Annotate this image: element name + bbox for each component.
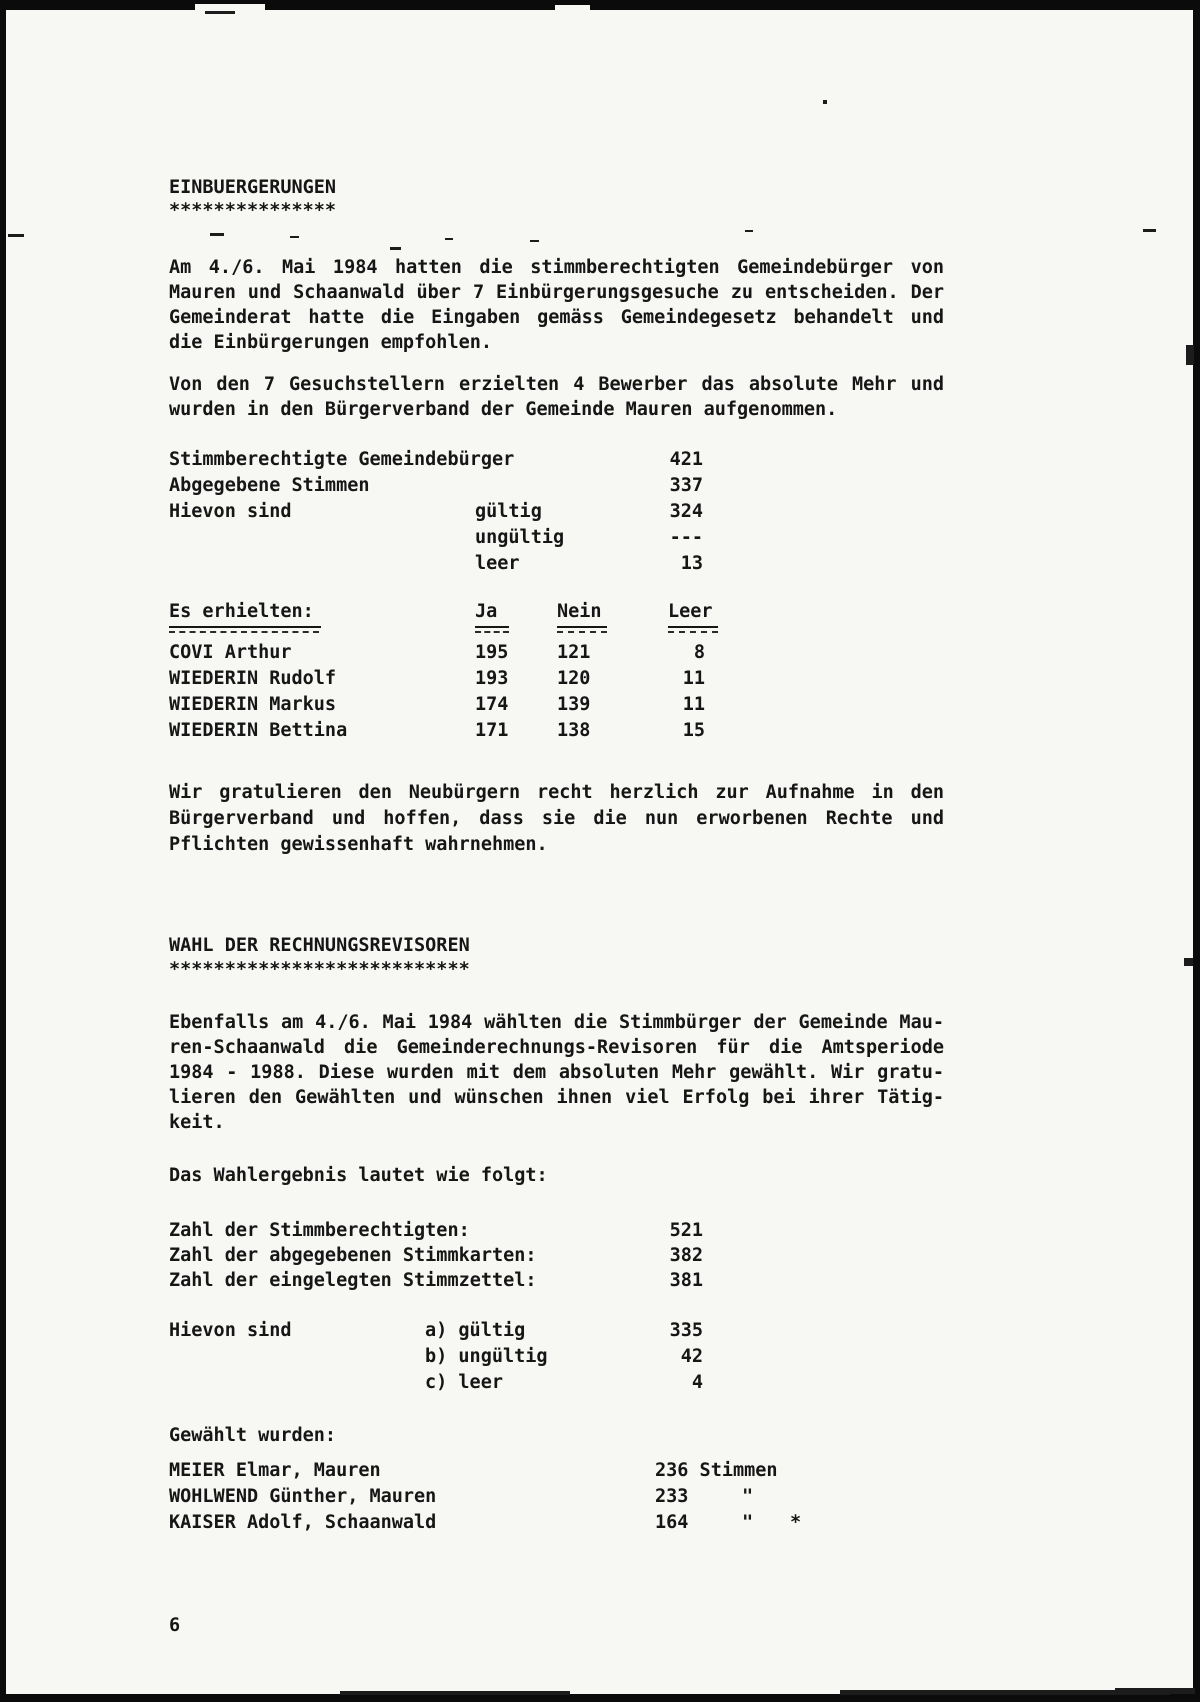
stats-row [169, 1243, 729, 1268]
paragraph-line: Von den 7 Gesuchstellern erzielten 4 Bewerber das absolute Mehr und [169, 374, 944, 395]
stats-sublabel: gültig [475, 501, 542, 522]
ditto-mark: " [742, 1486, 754, 1507]
candidate-name: WIEDERIN Rudolf [169, 668, 337, 689]
stats-row [169, 473, 729, 499]
elected-name: MEIER Elmar, Mauren [169, 1460, 381, 1481]
scan-edge-right [1193, 0, 1200, 1702]
results-table-header [169, 601, 729, 635]
scan-artifact [1143, 229, 1156, 232]
table-row [169, 718, 729, 744]
scan-artifact [1184, 958, 1193, 966]
list-item [169, 1484, 869, 1510]
stats-row [169, 447, 729, 473]
paragraph-line: Mauren und Schaanwald über 7 Einbürgerungsgesuche zu entscheiden. Der [169, 282, 944, 303]
scan-artifact [340, 1691, 570, 1695]
stats-row [169, 525, 729, 551]
paragraph-line: keit. [169, 1112, 225, 1133]
scan-artifact [1115, 1688, 1195, 1694]
double-underline [668, 631, 718, 633]
stats-row [169, 1218, 729, 1243]
paragraph-line: ren-Schaanwald die Gemeinderechnungs-Revisoren für die Amtsperiode [169, 1037, 944, 1058]
votes-nein: 138 [557, 720, 591, 741]
asterisk-mark: * [790, 1512, 802, 1533]
ditto-mark: " [742, 1512, 754, 1533]
stats-value: 381 [669, 1270, 703, 1291]
scan-artifact [823, 100, 827, 104]
stats-sublabel: a) gültig [425, 1320, 526, 1341]
candidate-name: WIEDERIN Markus [169, 694, 337, 715]
votes-leer: 11 [682, 668, 705, 689]
stats-value: 42 [680, 1346, 703, 1367]
paragraph-line: Gemeinderat hatte die Eingaben gemäss Gemeindegesetz behandelt und [169, 307, 944, 328]
scan-artifact [745, 230, 753, 232]
table-row [169, 640, 729, 666]
stats-row [169, 1344, 729, 1370]
votes-nein: 120 [557, 668, 591, 689]
section1-paragraph-3 [169, 780, 944, 858]
section2-title: WAHL DER RECHNUNGSREVISOREN [169, 935, 470, 956]
paragraph-line: lieren den Gewählten und wünschen ihnen viel Erfolg bei ihrer Tätig- [169, 1087, 944, 1108]
stats-value: 13 [680, 553, 703, 574]
candidate-name: COVI Arthur [169, 642, 292, 663]
stats-value: 337 [669, 475, 703, 496]
scan-artifact [445, 238, 453, 240]
scan-artifact [290, 236, 299, 238]
section1-stats [169, 447, 729, 577]
scan-edge-bottom [0, 1694, 1200, 1702]
paragraph-line: wurden in den Bürgerverband der Gemeinde Mauren aufgenommen. [169, 399, 838, 420]
votes-ja: 193 [475, 668, 509, 689]
section1-title: EINBUERGERUNGEN [169, 177, 337, 198]
elected-list [169, 1458, 869, 1536]
stats-row [169, 551, 729, 577]
scan-artifact [530, 240, 539, 242]
paragraph-line: Bürgerverband und hoffen, dass sie die nun erworbenen Rechte und [169, 808, 944, 829]
double-underline [475, 631, 509, 633]
scan-edge-top [0, 0, 1200, 10]
votes-leer: 8 [693, 642, 705, 663]
list-item [169, 1458, 869, 1484]
paragraph-line: die Einbürgerungen empfohlen. [169, 332, 493, 353]
elected-votes: 236 Stimmen [655, 1460, 778, 1481]
elected-heading: Gewählt wurden: [169, 1425, 337, 1446]
section2-stats [169, 1218, 729, 1293]
stats-value: 324 [669, 501, 703, 522]
candidate-name: WIEDERIN Bettina [169, 720, 348, 741]
votes-ja: 174 [475, 694, 509, 715]
stats-value: --- [669, 527, 703, 548]
stats-label: Stimmberechtigte Gemeindebürger [169, 449, 515, 470]
table-row [169, 666, 729, 692]
stats-value: 4 [691, 1372, 703, 1393]
scan-artifact [390, 247, 401, 250]
stats-label: Hievon sind [169, 501, 292, 522]
results-header-nein: Nein [557, 601, 607, 628]
stats-label: Zahl der eingelegten Stimmzettel: [169, 1270, 537, 1291]
votes-nein: 121 [557, 642, 591, 663]
section1-paragraph-2 [169, 372, 944, 422]
scan-artifact [8, 234, 24, 237]
votes-leer: 15 [682, 720, 705, 741]
page-number: 6 [169, 1615, 181, 1636]
stats-row [169, 499, 729, 525]
stats-sublabel: c) leer [425, 1372, 503, 1393]
votes-nein: 139 [557, 694, 591, 715]
stats-sublabel: ungültig [475, 527, 565, 548]
results-intro-line: Das Wahlergebnis lautet wie folgt: [169, 1165, 548, 1186]
results-table-body [169, 640, 729, 744]
paragraph-line: Pflichten gewissenhaft wahrnehmen. [169, 834, 548, 855]
scan-notch [195, 4, 265, 10]
stats-value: 421 [669, 449, 703, 470]
section2-hievon [169, 1318, 729, 1396]
votes-ja: 195 [475, 642, 509, 663]
section1-paragraph-1 [169, 255, 944, 355]
section2-paragraph-1 [169, 1010, 944, 1135]
elected-votes: 164 [655, 1512, 689, 1533]
scan-edge-left [0, 0, 6, 1702]
paragraph-line: Ebenfalls am 4./6. Mai 1984 wählten die Stimmbürger der Gemeinde Mau- [169, 1012, 944, 1033]
stats-sublabel: b) ungültig [425, 1346, 548, 1367]
stats-label: Abgegebene Stimmen [169, 475, 370, 496]
double-underline [169, 631, 319, 633]
elected-name: KAISER Adolf, Schaanwald [169, 1512, 437, 1533]
list-item [169, 1510, 869, 1536]
stats-label: Hievon sind [169, 1320, 292, 1341]
votes-leer: 11 [682, 694, 705, 715]
paragraph-line: 1984 - 1988. Diese wurden mit dem absoluten Mehr gewählt. Wir gratu- [169, 1062, 944, 1083]
stats-row [169, 1370, 729, 1396]
paragraph-line: Wir gratulieren den Neubürgern recht herzlich zur Aufnahme in den [169, 782, 944, 803]
stats-label: Zahl der Stimmberechtigten: [169, 1220, 470, 1241]
stats-value: 335 [669, 1320, 703, 1341]
votes-ja: 171 [475, 720, 509, 741]
table-row [169, 692, 729, 718]
stats-sublabel: leer [475, 553, 520, 574]
section2-title-underline: *************************** [169, 959, 470, 980]
elected-name: WOHLWEND Günther, Mauren [169, 1486, 437, 1507]
results-header-label: Es erhielten: [169, 601, 321, 628]
paragraph-line: Am 4./6. Mai 1984 hatten die stimmberechtigten Gemeindebürger von [169, 257, 944, 278]
scan-artifact [210, 233, 224, 236]
results-header-leer: Leer [668, 601, 718, 628]
scan-artifact [205, 11, 235, 14]
elected-votes: 233 [655, 1486, 689, 1507]
scan-notch [555, 5, 590, 10]
section1-title-underline: *************** [169, 200, 337, 221]
results-header-ja: Ja [475, 601, 509, 628]
stats-row [169, 1318, 729, 1344]
stats-value: 521 [669, 1220, 703, 1241]
stats-row [169, 1268, 729, 1293]
stats-label: Zahl der abgegebenen Stimmkarten: [169, 1245, 537, 1266]
stats-value: 382 [669, 1245, 703, 1266]
scan-artifact [1186, 345, 1194, 365]
double-underline [557, 631, 607, 633]
